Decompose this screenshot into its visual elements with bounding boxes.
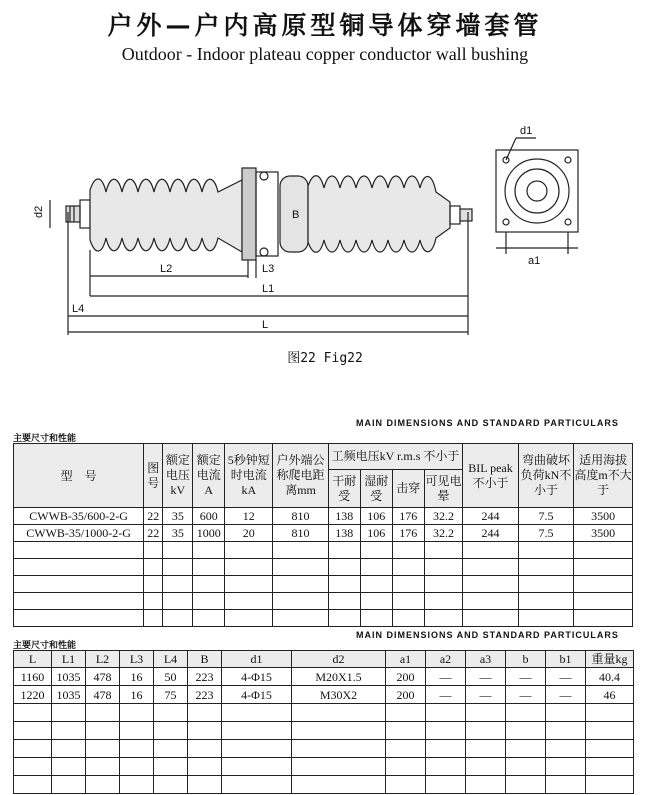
empty-row bbox=[14, 576, 633, 593]
cell-corona: 32.2 bbox=[424, 525, 462, 542]
performance-table bbox=[13, 443, 633, 627]
cell-l2: 478 bbox=[86, 668, 120, 686]
empty-row bbox=[14, 593, 633, 610]
hdr-l: L bbox=[14, 651, 52, 668]
cell-b1: — bbox=[546, 686, 586, 704]
table-row bbox=[14, 508, 633, 525]
indoor-insulator-sheds bbox=[308, 176, 450, 253]
cell-current: 600 bbox=[193, 508, 225, 525]
cell-b1: — bbox=[546, 668, 586, 686]
hdr-rated-voltage: 额定电压kV bbox=[163, 444, 193, 508]
cell-model: CWWB-35/1000-2-G bbox=[14, 525, 144, 542]
cell-voltage: 35 bbox=[163, 525, 193, 542]
label-l4: L4 bbox=[72, 303, 85, 315]
empty-row bbox=[14, 776, 634, 794]
cell-voltage: 35 bbox=[163, 508, 193, 525]
hdr-dry: 干耐受 bbox=[328, 470, 360, 508]
cell-creepage: 810 bbox=[273, 508, 328, 525]
end-view-hole-bl bbox=[503, 219, 509, 225]
cell-a2: — bbox=[426, 686, 466, 704]
hdr-weight: 重量kg bbox=[586, 651, 634, 668]
page-subtitle: Outdoor - Indoor plateau copper conductor wall bushing bbox=[121, 44, 529, 64]
end-view-inner-ring bbox=[527, 181, 547, 201]
cell-a3: — bbox=[466, 668, 506, 686]
hdr-b-dim: b bbox=[506, 651, 546, 668]
label-a1: a1 bbox=[528, 255, 541, 267]
hdr-corona: 可见电晕 bbox=[424, 470, 462, 508]
hdr-wet: 湿耐受 bbox=[360, 470, 392, 508]
label-l1: L1 bbox=[262, 283, 275, 295]
cell-l2: 478 bbox=[86, 686, 120, 704]
hdr-l4: L4 bbox=[154, 651, 188, 668]
hdr-a2: a2 bbox=[426, 651, 466, 668]
hdr-l1: L1 bbox=[52, 651, 86, 668]
table2-section-en: MAIN DIMENSIONS AND STANDARD PARTICULARS bbox=[356, 630, 619, 640]
cell-model: CWWB-35/600-2-G bbox=[14, 508, 144, 525]
page-title: 户外—户内高原型铜导体穿墙套管 bbox=[107, 11, 543, 40]
hdr-d2: d2 bbox=[292, 651, 386, 668]
bushing-drawing bbox=[30, 120, 620, 350]
label-l3: L3 bbox=[262, 263, 275, 275]
cell-b: 223 bbox=[188, 668, 222, 686]
flange-bolt-bottom bbox=[260, 248, 268, 256]
cell-d2: M20X1.5 bbox=[292, 668, 386, 686]
table-row bbox=[14, 686, 634, 704]
cell-current: 1000 bbox=[193, 525, 225, 542]
cell-short: 12 bbox=[225, 508, 273, 525]
hdr-model: 型 号 bbox=[14, 444, 144, 508]
cell-a1: 200 bbox=[386, 668, 426, 686]
cell-b-dim: — bbox=[506, 668, 546, 686]
empty-row bbox=[14, 559, 633, 576]
cell-creepage: 810 bbox=[273, 525, 328, 542]
table-row bbox=[14, 525, 633, 542]
cell-bil: 244 bbox=[463, 525, 518, 542]
cell-cantilever: 7.5 bbox=[518, 508, 573, 525]
cell-l3: 16 bbox=[120, 686, 154, 704]
cell-wet: 106 bbox=[360, 508, 392, 525]
cell-breakdown: 176 bbox=[392, 508, 424, 525]
label-d2: d2 bbox=[33, 205, 45, 218]
dimensions-table bbox=[13, 650, 634, 794]
hdr-b: B bbox=[188, 651, 222, 668]
empty-row bbox=[14, 758, 634, 776]
label-l: L bbox=[262, 319, 269, 331]
cell-corona: 32.2 bbox=[424, 508, 462, 525]
hdr-rated-current: 额定电流A bbox=[193, 444, 225, 508]
cell-fig: 22 bbox=[144, 508, 163, 525]
table2-section-cn: 主要尺寸和性能 bbox=[13, 641, 77, 651]
cell-a3: — bbox=[466, 686, 506, 704]
hdr-fig: 图号 bbox=[144, 444, 163, 508]
cell-dry: 138 bbox=[328, 525, 360, 542]
hdr-b1: b1 bbox=[546, 651, 586, 668]
empty-row bbox=[14, 542, 633, 559]
cell-altitude: 3500 bbox=[574, 525, 633, 542]
cell-b-dim: — bbox=[506, 686, 546, 704]
cell-b: 223 bbox=[188, 686, 222, 704]
table1-section-cn: 主要尺寸和性能 bbox=[13, 434, 77, 444]
cell-altitude: 3500 bbox=[574, 508, 633, 525]
hdr-breakdown: 击穿 bbox=[392, 470, 424, 508]
empty-row bbox=[14, 722, 634, 740]
empty-row bbox=[14, 704, 634, 722]
cell-wet: 106 bbox=[360, 525, 392, 542]
hdr-creepage: 户外端公称爬电距离mm bbox=[273, 444, 328, 508]
cell-l4: 50 bbox=[154, 668, 188, 686]
cell-weight: 40.4 bbox=[586, 668, 634, 686]
label-b: B bbox=[292, 209, 300, 221]
cell-weight: 46 bbox=[586, 686, 634, 704]
cell-dry: 138 bbox=[328, 508, 360, 525]
hdr-l2: L2 bbox=[86, 651, 120, 668]
cell-short: 20 bbox=[225, 525, 273, 542]
empty-row bbox=[14, 740, 634, 758]
label-l2: L2 bbox=[160, 263, 173, 275]
hdr-cantilever: 弯曲破坏负荷kN不小于 bbox=[518, 444, 573, 508]
table1-section-en: MAIN DIMENSIONS AND STANDARD PARTICULARS bbox=[356, 418, 619, 428]
end-view-hole-br bbox=[565, 219, 571, 225]
cell-d2: M30X2 bbox=[292, 686, 386, 704]
flange-bolt-top bbox=[260, 172, 268, 180]
hdr-l3: L3 bbox=[120, 651, 154, 668]
cell-l3: 16 bbox=[120, 668, 154, 686]
cell-d1: 4-Φ15 bbox=[222, 668, 292, 686]
end-view-hole-tr bbox=[565, 157, 571, 163]
hdr-power-frequency: 工频电压kV r.m.s 不小于 bbox=[328, 444, 462, 470]
outdoor-insulator-sheds bbox=[90, 179, 242, 252]
cell-l1: 1035 bbox=[52, 668, 86, 686]
cell-a1: 200 bbox=[386, 686, 426, 704]
cell-l1: 1035 bbox=[52, 686, 86, 704]
mounting-flange bbox=[242, 168, 256, 260]
cell-fig: 22 bbox=[144, 525, 163, 542]
flange-body bbox=[256, 172, 278, 256]
table-row bbox=[14, 668, 634, 686]
cell-l: 1220 bbox=[14, 686, 52, 704]
cell-l: 1160 bbox=[14, 668, 52, 686]
cell-d1: 4-Φ15 bbox=[222, 686, 292, 704]
cell-bil: 244 bbox=[463, 508, 518, 525]
end-view-middle-ring bbox=[515, 169, 559, 213]
empty-row bbox=[14, 610, 633, 627]
hdr-bil: BIL peak不小于 bbox=[463, 444, 518, 508]
left-terminal-cap bbox=[80, 200, 90, 228]
cell-l4: 75 bbox=[154, 686, 188, 704]
cell-cantilever: 7.5 bbox=[518, 525, 573, 542]
hdr-short-time-current: 5秒钟短时电流kA bbox=[225, 444, 273, 508]
hdr-a1: a1 bbox=[386, 651, 426, 668]
cell-a2: — bbox=[426, 668, 466, 686]
right-terminal-stud bbox=[460, 209, 472, 221]
cell-breakdown: 176 bbox=[392, 525, 424, 542]
hdr-a3: a3 bbox=[466, 651, 506, 668]
hdr-d1: d1 bbox=[222, 651, 292, 668]
hdr-altitude: 适用海拔高度m不大于 bbox=[574, 444, 633, 508]
label-d1: d1 bbox=[520, 125, 533, 137]
right-terminal-cap bbox=[450, 206, 460, 224]
figure-caption: 图22 Fig22 bbox=[287, 351, 363, 366]
